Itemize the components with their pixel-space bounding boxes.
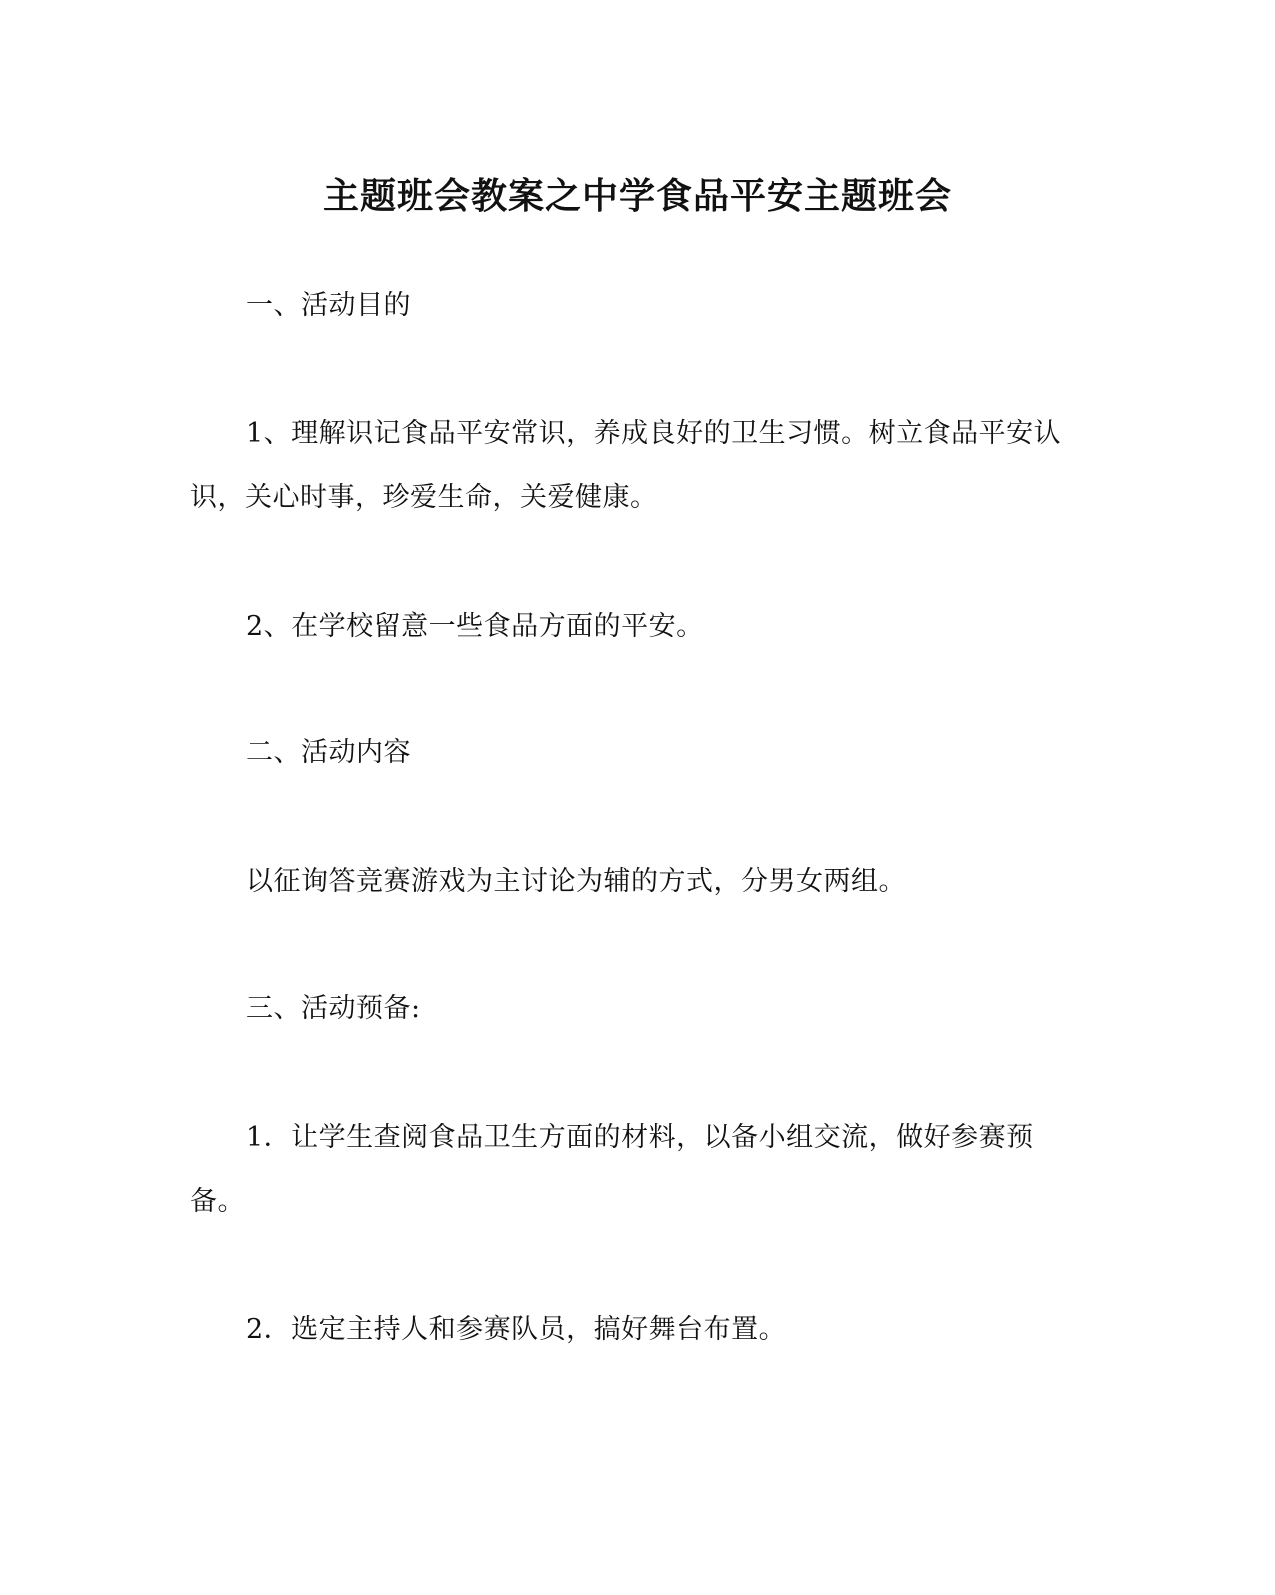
section-heading-activity-content: 二、活动内容 (246, 737, 411, 768)
paragraph-content: 以征询答竞赛游戏为主讨论为辅的方式，分男女两组。 (246, 866, 906, 897)
document-title: 主题班会教案之中学食品平安主题班会 (322, 175, 952, 217)
paragraph-goal-1: 1、理解识记食品平安常识，养成良好的卫生习惯。树立食品平安认识，关心时事，珍爱生命，关爱健康。 (190, 418, 1062, 513)
section-heading-activity-preparation: 三、活动预备: (246, 993, 421, 1024)
section-heading-activity-goal: 一、活动目的 (246, 290, 411, 321)
paragraph-goal-2: 2、在学校留意一些食品方面的平安。 (246, 611, 704, 642)
paragraph-preparation-1: 1．让学生查阅食品卫生方面的材料，以备小组交流，做好参赛预备。 (190, 1122, 1034, 1217)
paragraph-preparation-2: 2．选定主持人和参赛队员，搞好舞台布置。 (246, 1314, 787, 1345)
